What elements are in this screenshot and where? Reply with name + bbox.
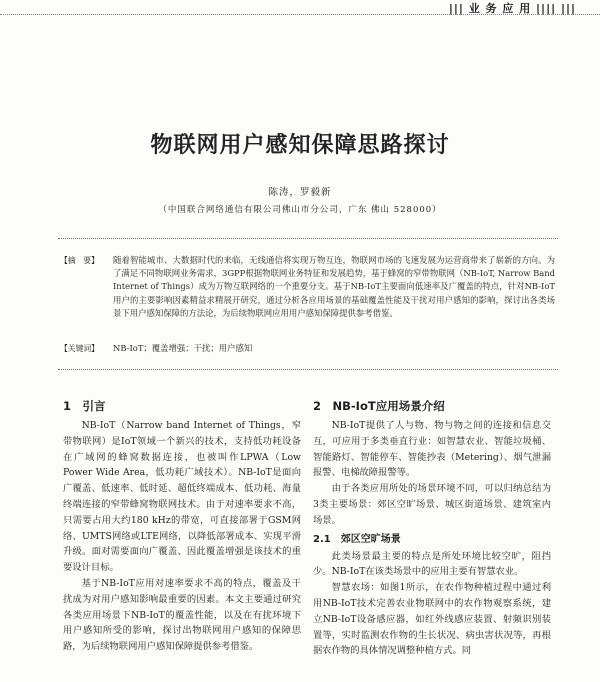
section-1-heading: 1 引言 bbox=[63, 399, 106, 413]
right-column bbox=[313, 398, 551, 659]
keywords-text: NB-IoT；覆盖增强；干扰；用户感知 bbox=[113, 343, 253, 353]
abstract-block bbox=[60, 254, 556, 354]
keywords-block bbox=[60, 342, 556, 356]
intro-paragraph-1: NB-IoT（Narrow band Internet of Things，窄带物联网）是IoT领域一个新兴的技术，支持低功耗设备在广域网的蜂窝数据连接，也被叫作LPWA（Low Power Wide Area，低功耗广域技术）。NB-IoT是面向广覆盖、低速率、低时延、超低终端成本、低功耗、海量终端连接的窄带蜂窝物联网技术。由于对速率要求不高，只需要占用大约180 kHz的带宽，可直接部署于GSM网络、UMTS网络或LTE网络，以降低部署成本、实现平滑升级。面对需要面向广覆盖、因此覆盖增强是该技术的重要设计目标。 bbox=[63, 420, 301, 574]
running-header: ||| 业 务 应 用 |||| ||| bbox=[448, 2, 576, 15]
authors: 陈涛，罗毅新 bbox=[268, 187, 332, 198]
scenario-paragraph-4: 智慧农场：如图1所示，在农作物种植过程中通过利用NB-IoT技术完善农业物联网中的农作物观察系统，建立NB-IoT设备感应器，如红外线感应装置、射频识别装置等，实时监测农作物的生长状况、病虫害状况等，再根据农作物的具体情况调整种植方式。同 bbox=[313, 582, 551, 657]
page-title: 物联网用户感知保障思路探讨 bbox=[150, 133, 450, 158]
affiliation: （中国联合网络通信有限公司佛山市分公司，广东 佛山 528000） bbox=[158, 205, 442, 215]
keywords-label: 【关键词】 bbox=[60, 344, 99, 353]
section-2-heading: 2 NB-IoT应用场景介绍 bbox=[313, 399, 445, 413]
intro-paragraph-2: 基于NB-IoT应用对速率要求不高的特点，覆盖及干扰成为对用户感知影响最重要的因素。本文主要通过研究各类应用场景下NB-IoT的覆盖性能，以及在有扰环境下用户感知所受的影响，探讨出物联网用户感知的保障思路，为后续物联网用户感知保障提供参考借鉴。 bbox=[63, 577, 301, 653]
top-rule bbox=[0, 14, 600, 15]
subsection-2-1-heading: 2.1 郊区空旷场景 bbox=[313, 533, 401, 545]
abstract-top-divider bbox=[58, 238, 558, 239]
scenario-paragraph-1: NB-IoT提供了人与物、物与物之间的连接和信息交互，可应用于多类垂直行业：如智慧农业、智能垃圾桶、智能路灯、智能停车、智能抄表（Metering）、烟气泄漏报警、电梯故障报警等。 bbox=[313, 420, 551, 479]
scenario-paragraph-2: 由于各类应用所处的场景环境不同，可以归纳总结为3类主要场景：郊区空旷场景、城区街道场景、建筑室内场景。 bbox=[313, 483, 551, 526]
abstract-text: 随着智能城市、大数据时代的来临，无线通信将实现万物互连，物联网市场的飞速发展为运营商带来了崭新的方向。为了满足不同物联网业务需求，3GPP根据物联网业务特征和发展趋势，基于蜂窝的窄带物联网（NB-IoT, Narrow Band Internet of Things）成为万物互联网络的一个重要分支。基于NB-IoT主要面向低速率及广覆盖的特点，针对NB-IoT用户的主要影响因素精益求精展开研究，通过分析各应用场景的基础覆盖性能及干扰对用户感知的影响，探讨出各类场景下用户感知保障的方法论，为后续物联网应用用户感知保障提供参考借鉴。 bbox=[113, 255, 555, 318]
left-column bbox=[63, 398, 301, 655]
abstract-bottom-divider bbox=[58, 369, 558, 370]
abstract-label: 【摘 要】 bbox=[60, 256, 99, 265]
scenario-paragraph-3: 此类场景最主要的特点是所处环境比较空旷，阻挡少。NB-IoT在该类场景中的应用主要有智慧农业。 bbox=[313, 550, 551, 578]
